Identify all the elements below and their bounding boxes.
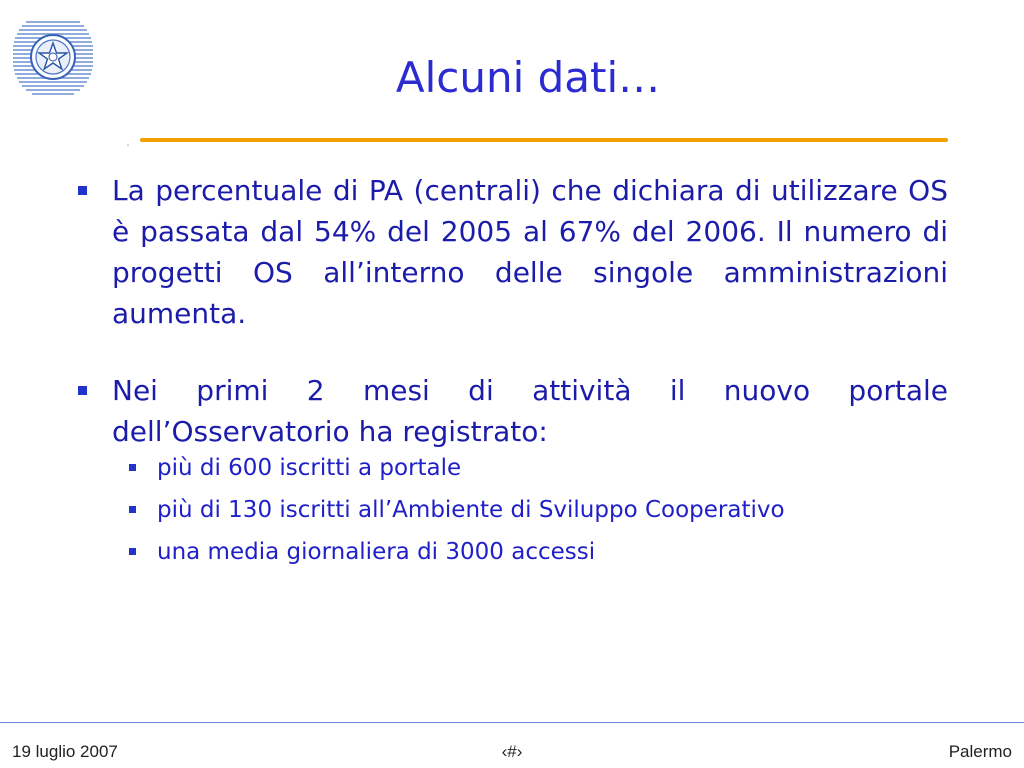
slide-content: [72, 170, 948, 580]
sub-bullet-item: [157, 538, 948, 566]
square-bullet-icon: [78, 386, 87, 395]
bullet-item: [72, 370, 948, 452]
sub-bullet-text: più di 130 iscritti all’Ambiente di Sviluppo Cooperativo: [157, 497, 785, 523]
footer-date: 19 luglio 2007: [12, 742, 118, 761]
sub-bullet-list: [72, 454, 948, 566]
square-bullet-icon: [78, 186, 87, 195]
sub-bullet-item: [157, 454, 948, 482]
bullet-text: La percentuale di PA (centrali) che dichiara di utilizzare OS è passata dal 54% del 2005 al 67% del 2006. Il numero di progetti OS all’interno delle singole amministrazioni aumenta.: [112, 174, 948, 330]
footer-page-number: ‹#›: [501, 742, 523, 761]
slide-title: Alcuni dati…: [395, 53, 661, 102]
footer-divider: [0, 722, 1024, 723]
square-bullet-icon: [129, 464, 136, 471]
sub-bullet-item: [157, 496, 948, 524]
bullet-item: [72, 170, 948, 334]
footer-location: Palermo: [948, 742, 1012, 761]
sub-bullet-text: una media giornaliera di 3000 accessi: [157, 539, 596, 565]
square-bullet-icon: [129, 548, 136, 555]
sub-bullet-text: più di 600 iscritti a portale: [157, 455, 462, 481]
title-underline-tick: [127, 144, 129, 146]
square-bullet-icon: [129, 506, 136, 513]
title-underline: [140, 138, 948, 142]
bullet-text: Nei primi 2 mesi di attività il nuovo portale dell’Osservatorio ha registrato:: [112, 374, 948, 448]
